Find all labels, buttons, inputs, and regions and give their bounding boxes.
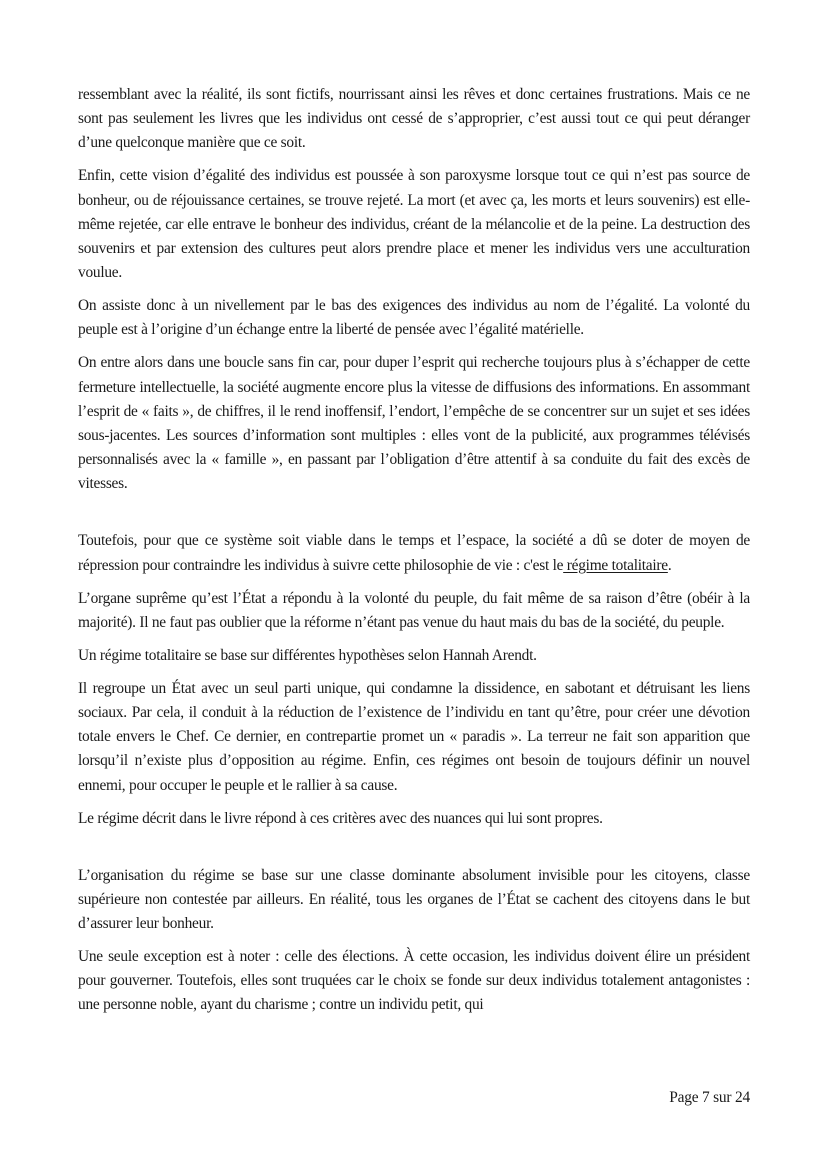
section-gap [78,840,750,864]
paragraph: Il regroupe un État avec un seul parti unique, qui condamne la dissidence, en sabotant et détruisant les liens sociaux. Par cela, il conduit à la réduction de l’existence de l’individu en tant qu’être, pour créer une dévotion totale envers le Chef. Ce dernier, en contrepartie promet un « paradis ». La terreur ne fait son apparition que lorsqu’il n’existe plus d’opposition au régime. Enfin, ces régimes ont besoin de toujours définir un nouvel ennemi, pour occuper le peuple et le rallier à sa cause. [78,679,750,794]
paragraph-text-end: . [667,556,672,574]
paragraph: On assiste donc à un nivellement par le bas des exigences des individus au nom de l’égalité. La volonté du peuple est à l’origine d’un échange entre la liberté de pensée avec l’égalité matérielle. [78,297,750,339]
paragraph: Le régime décrit dans le livre répond à ces critères avec des nuances qui lui sont propres. [78,809,603,827]
paragraph: Un régime totalitaire se base sur différentes hypothèses selon Hannah Arendt. [78,646,537,664]
paragraph: On entre alors dans une boucle sans fin car, pour duper l’esprit qui recherche toujours plus à s’échapper de cette fermeture intellectuelle, la société augmente encore plus la vitesse de diffusions des informations. En assommant l’esprit de « faits », de chiffres, il le rend inoffensif, l’endort, l’empêche de se concentrer sur un sujet et ses idées sous-jacentes. Les sources d’information sont multiples : elles vont de la publicité, aux programmes télévisés personnalisés avec la « famille », en passant par l’obligation d’être attentif à sa conduite du fait des excès de vitesses. [78,354,750,493]
paragraph-text: Toutefois, pour que ce système soit viable dans le temps et l’espace, la société a dû se doter de moyen de répression pour contraindre les individus à suivre cette philosophie de vie : c'est le [78,532,750,574]
paragraph: L’organe suprême qu’est l’État a répondu à la volonté du peuple, du fait même de sa raison d’être (obéir à la majorité). Il ne faut pas oublier que la réforme n’étant pas venue du haut mais du bas de la société, du peuple. [78,589,750,631]
paragraph: Enfin, cette vision d’égalité des individus est poussée à son paroxysme lorsque tout ce qui n’est pas source de bonheur, ou de réjouissance certaines, se trouve rejeté. La mort (et avec ça, les morts et leurs souvenirs) est elle-même rejetée, car elle entrave le bonheur des individus, créant de la mélancolie et de la peine. La destruction des souvenirs et par extension des cultures peut alors prendre place et mener les individus vers une acculturation voulue. [78,167,750,282]
paragraph: Une seule exception est à noter : celle des élections. À cette occasion, les individus doivent élire un président pour gouverner. Toutefois, elles sont truquées car le choix se fonde sur deux individus totalement antagonistes : une personne noble, ayant du charisme ; contre un individu petit, qui [78,948,750,1014]
paragraph: ressemblant avec la réalité, ils sont fictifs, nourrissant ainsi les rêves et donc certaines frustrations. Mais ce ne sont pas seulement les livres que les individus ont cessé de s’approprier, c’est aussi tout ce qui peut déranger d’une quelconque manière que ce soit. [78,86,750,152]
page-number: Page 7 sur 24 [669,1089,750,1106]
section-gap [78,505,750,529]
paragraph: L’organisation du régime se base sur une classe dominante absolument invisible pour les citoyens, classe supérieure non contestée par ailleurs. En réalité, tous les organes de l’État se cachent des citoyens dans le but d’assurer leur bonheur. [78,866,750,933]
paragraph-with-underline [78,529,750,577]
document-body [78,83,750,1026]
underlined-term: régime totalitaire [563,556,668,574]
